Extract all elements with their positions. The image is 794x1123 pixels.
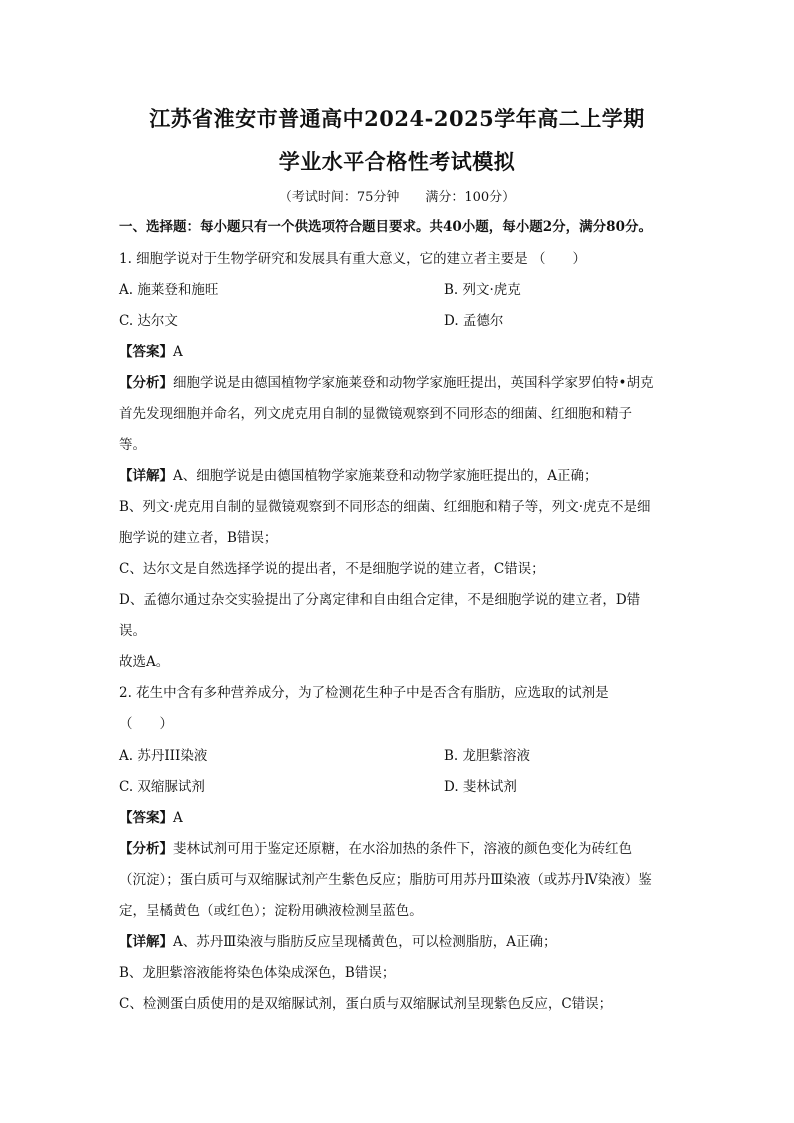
answer-value: A [173,810,183,826]
answer-value: A [173,344,183,360]
analysis-text: 斐林试剂可用于鉴定还原糖，在水浴加热的条件下，溶液的颜色变化为砖红色 [173,841,632,857]
question-1-option-c: C. 达尔文 [119,313,178,329]
detail-text: A、苏丹Ⅲ染液与脂肪反应呈现橘黄色，可以检测脂肪，A正确； [173,934,557,950]
question-1-detail-line: C、达尔文是自然选择学说的提出者，不是细胞学说的建立者，C错误； [119,561,545,577]
question-1-option-d: D. 孟德尔 [444,313,504,329]
question-2-detail [119,933,557,951]
question-2-analysis [119,840,632,858]
question-2-answer [119,809,183,827]
question-1-analysis-line: 等。 [119,437,146,453]
detail-label: 【详解】 [119,934,173,950]
document-title-line-2: 学业水平合格性考试模拟 [278,149,516,174]
question-1-detail-line: 胞学说的建立者，B错误； [119,530,278,546]
question-2-analysis-line: 定，呈橘黄色（或红色）；淀粉用碘液检测呈蓝色。 [119,903,423,919]
question-2-stem: 2. 花生中含有多种营养成分，为了检测花生种子中是否含有脂肪，应选取的试剂是 [119,685,609,701]
detail-text: A、细胞学说是由德国植物学家施莱登和动物学家施旺提出的，A正确； [173,468,598,484]
answer-label: 【答案】 [119,810,173,826]
question-2-analysis-line: （沉淀）；蛋白质可与双缩脲试剂产生紫色反应；脂肪可用苏丹Ⅲ染液（或苏丹Ⅳ染液）鉴 [119,872,652,888]
question-1-detail-line: 误。 [119,623,146,639]
question-1-option-a: A. 施莱登和施旺 [119,282,219,298]
question-1-option-b: B. 列文·虎克 [444,282,521,298]
question-2-option-b: B. 龙胆紫溶液 [444,748,531,764]
detail-label: 【详解】 [119,468,173,484]
question-1-stem: 1. 细胞学说对于生物学研究和发展具有重大意义，它的建立者主要是 （ ） [119,251,586,267]
document-title-line-1: 江苏省淮安市普通高中2024-2025学年高二上学期 [149,106,645,131]
analysis-label: 【分析】 [119,841,173,857]
answer-label: 【答案】 [119,344,173,360]
question-2-option-a: A. 苏丹III染液 [119,748,208,764]
question-2-detail-line: C、检测蛋白质使用的是双缩脲试剂，蛋白质与双缩脲试剂呈现紫色反应，C错误； [119,996,613,1012]
analysis-label: 【分析】 [119,375,173,391]
question-1-detail-line: B、列文·虎克用自制的显微镜观察到不同形态的细菌、红细胞和精子等，列文·虎克不是细 [119,499,651,515]
section-heading: 一、选择题：每小题只有一个供选项符合题目要求。共40小题，每小题2分，满分80分。 [119,219,652,235]
question-1-answer [119,343,183,361]
question-1-detail [119,467,598,485]
question-2-option-c: C. 双缩脲试剂 [119,779,205,795]
question-1-analysis-line: 首先发现细胞并命名，列文虎克用自制的显微镜观察到不同形态的细菌、红细胞和精子 [119,406,632,422]
question-1-analysis [119,374,653,392]
analysis-text: 细胞学说是由德国植物学家施莱登和动物学家施旺提出，英国科学家罗伯特•胡克 [173,375,654,391]
question-2-stem-blank: （ ） [119,716,173,732]
question-2-detail-line: B、龙胆紫溶液能将染色体染成深色，B错误； [119,965,396,981]
question-2-option-d: D. 斐林试剂 [444,779,517,795]
question-1-conclusion: 故选A。 [119,654,170,670]
exam-info: （考试时间：75分钟 满分：100分） [278,190,516,205]
question-1-detail-line: D、孟德尔通过杂交实验提出了分离定律和自由组合定律，不是细胞学说的建立者，D错 [119,592,641,608]
